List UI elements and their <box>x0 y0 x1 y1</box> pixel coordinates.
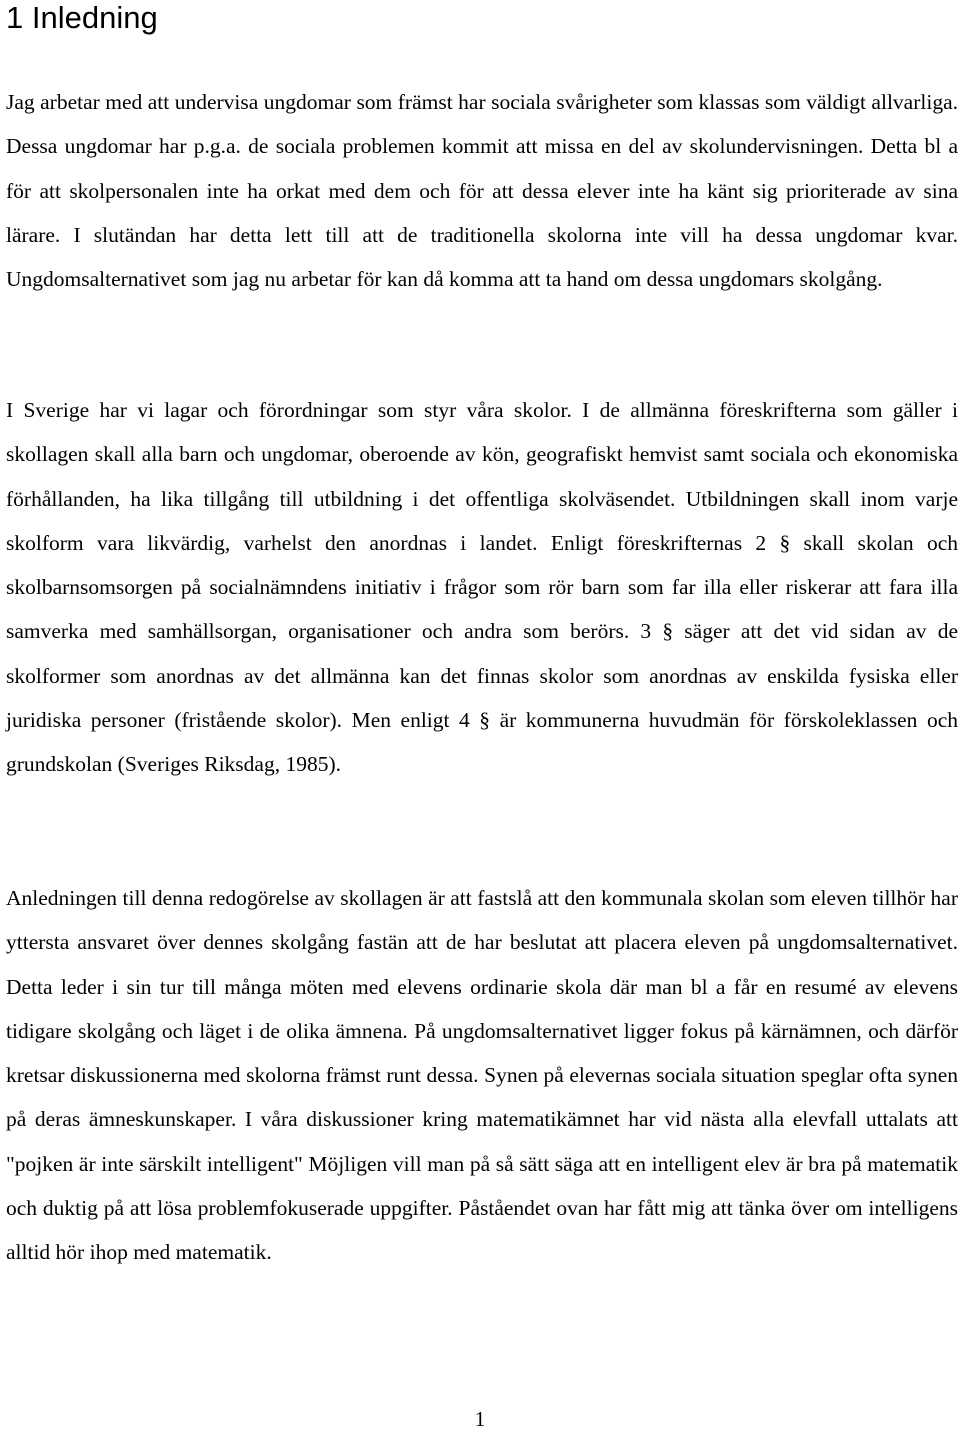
paragraph-reason: Anledningen till denna redogörelse av skollagen är att fastslå att den kommunala skolan som eleven tillhör har yttersta ansvaret över dennes skolgång fastän att de har beslutat att placera eleven på ungdomsalternativet. Detta leder i sin tur till många möten med elevens ordinarie skola där man bl a får en resumé av elevens tidigare skolgång och läget i de olika ämnena. På ungdomsalternativet ligger fokus på kärnämnen, och därför kretsar diskussionerna med skolorna främst runt dessa. Synen på elevernas sociala situation speglar ofta synen på deras ämneskunskaper. I våra diskussioner kring matematikämnet har vid nästa alla elevfall uttalats att "pojken är inte särskilt intelligent" Möjligen vill man på så sätt säga att en intelligent elev är bra på matematik och duktig på att lösa problemfokuserade uppgifter. Påståendet ovan har fått mig att tänka över om intelligens alltid hör ihop med matematik. <box>6 886 958 1265</box>
section-heading: 1 Inledning <box>6 0 158 35</box>
paragraph-school-law: I Sverige har vi lagar och förordningar som styr våra skolor. I de allmänna föreskrifterna som gäller i skollagen skall alla barn och ungdomar, oberoende av kön, geografiskt hemvist samt sociala och ekonomiska förhållanden, ha lika tillgång till utbildning i det offentliga skolväsendet. Utbildningen skall inom varje skolform vara likvärdig, varhelst den anordnas i landet. Enligt föreskrifternas 2 § skall skolan och skolbarnsomsorgen på socialnämndens initiativ i frågor som rör barn som far illa eller riskerar att fara illa samverka med samhällsorgan, organisationer och andra som berörs. 3 § säger att det vid sidan av de skolformer som anordnas av det allmänna kan det finnas skolor som anordnas av enskilda fysiska eller juridiska personer (fristående skolor). Men enligt 4 § är kommunerna huvudmän för förskoleklassen och grundskolan (Sveriges Riksdag, 1985). <box>6 398 958 777</box>
paragraph-intro: Jag arbetar med att undervisa ungdomar som främst har sociala svårigheter som klassas som väldigt allvarliga. Dessa ungdomar har p.g.a. de sociala problemen kommit att missa en del av skolundervisningen. Detta bl a för att skolpersonalen inte ha orkat med dem och för att dessa elever inte ha känt sig prioriterade av sina lärare. I slutändan har detta lett till att de traditionella skolorna inte vill ha dessa ungdomar kvar. Ungdomsalternativet som jag nu arbetar för kan då komma att ta hand om dessa ungdomars skolgång. <box>6 90 958 292</box>
page-number: 1 <box>474 1407 486 1431</box>
